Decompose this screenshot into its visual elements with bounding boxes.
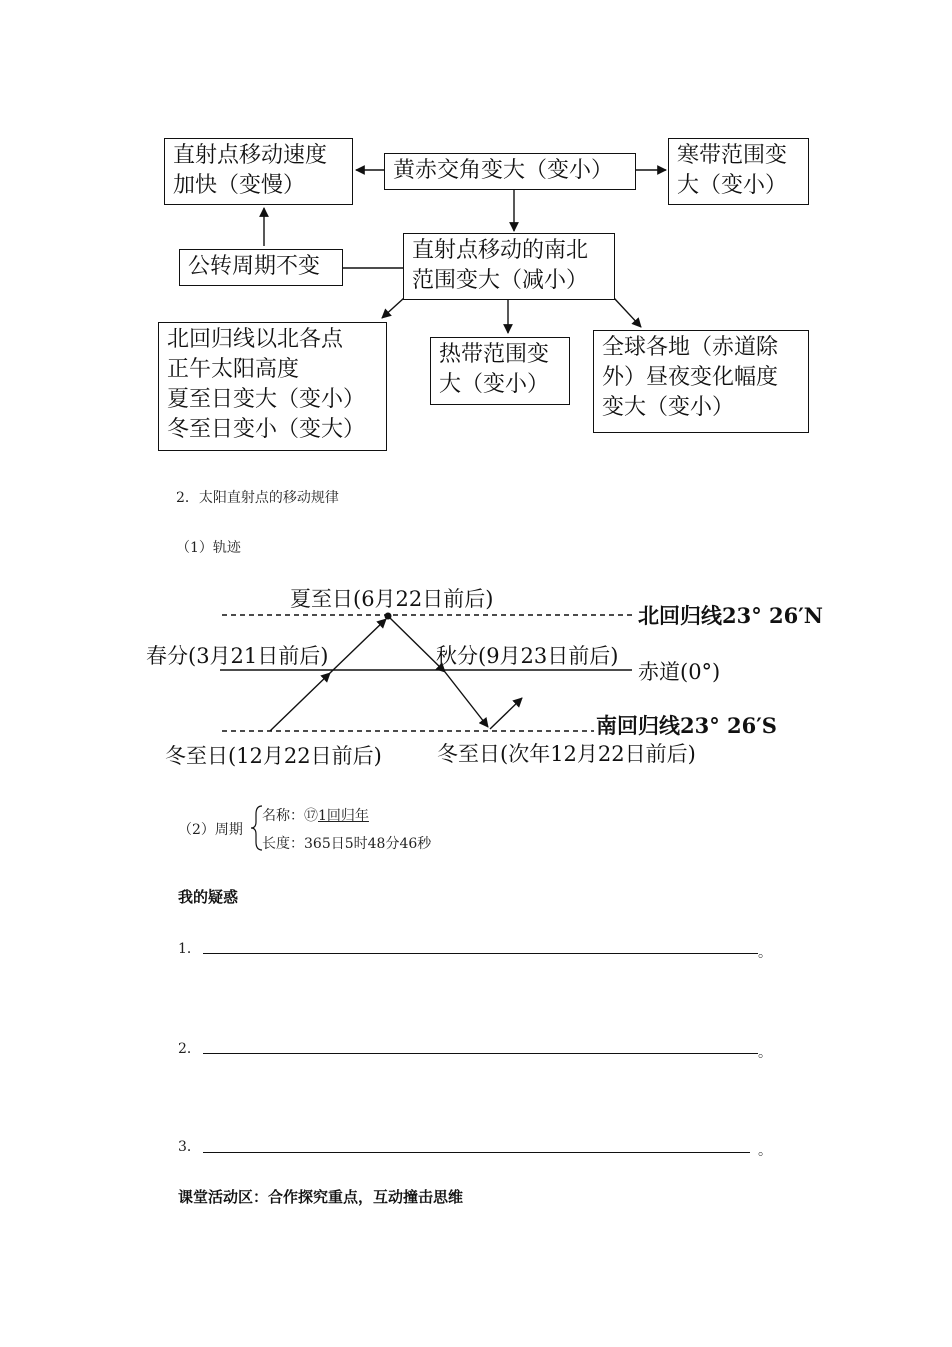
doubt-end-mark-3: 。 — [758, 1143, 772, 1159]
box-frigid-line: 大（变小） — [677, 173, 788, 198]
period-label: （2）周期 — [178, 822, 243, 838]
section2-title: 2．太阳直射点的移动规律 — [176, 490, 339, 506]
box-frigid-line: 寒带范围变 — [677, 143, 788, 168]
label-south-tropic: 南回归线23° 26′S — [596, 713, 777, 738]
label-summer-solstice: 夏至日(6月22日前后) — [290, 587, 494, 611]
label-equator: 赤道(0°) — [638, 660, 721, 684]
doubts-title: 我的疑惑 — [178, 888, 239, 906]
period-name-row — [262, 805, 369, 825]
label-north-tropic: 北回归线23° 26′N — [638, 603, 823, 628]
period-name-value: 1回归年 — [318, 808, 369, 824]
doubt-answer-line-3[interactable] — [203, 1152, 750, 1153]
box-period-line: 公转周期不变 — [188, 254, 321, 279]
doubt-end-mark-2: 。 — [758, 1045, 772, 1061]
doubt-number-1: 1． — [178, 941, 201, 957]
box-noon-line: 正午太阳高度 — [167, 357, 300, 382]
period-length-row — [262, 833, 431, 853]
doubt-answer-line-1[interactable] — [203, 953, 758, 954]
box-speed-line: 加快（变慢） — [173, 173, 306, 198]
box-tropic-line: 大（变小） — [439, 372, 550, 397]
box-range-line: 范围变大（减小） — [412, 268, 589, 293]
box-daynight-line: 外）昼夜变化幅度 — [602, 365, 779, 390]
period-length-value: 365日5时48分46秒 — [304, 836, 432, 852]
box-tropic-line: 热带范围变 — [439, 342, 550, 367]
box-daynight-line: 变大（变小） — [602, 395, 735, 420]
box-noon-line: 夏至日变大（变小） — [167, 387, 366, 412]
box-speed-line: 直射点移动速度 — [173, 143, 328, 168]
box-noon-line: 北回归线以北各点 — [167, 327, 344, 352]
item1-label: （1）轨迹 — [176, 540, 241, 556]
period-name-number: ⑰ — [304, 808, 318, 824]
doubt-number-3: 3． — [178, 1139, 201, 1155]
box-range-line: 直射点移动的南北 — [412, 238, 589, 263]
period-name-label: 名称： — [262, 808, 304, 824]
doubt-end-mark-1: 。 — [758, 945, 772, 961]
label-winter-solstice: 冬至日(12月22日前后) — [165, 744, 382, 768]
box-noon-line: 冬至日变小（变大） — [167, 417, 366, 442]
period-length-label: 长度： — [262, 836, 304, 852]
doubt-number-2: 2． — [178, 1041, 201, 1057]
doubt-answer-line-2[interactable] — [203, 1053, 758, 1054]
classroom-title: 课堂活动区：合作探究重点，互动撞击思维 — [178, 1188, 464, 1206]
box-obliquity-line: 黄赤交角变大（变小） — [393, 158, 614, 183]
label-autumn-equinox: 秋分(9月23日前后) — [436, 644, 619, 668]
box-daynight-line: 全球各地（赤道除 — [602, 335, 779, 360]
label-spring-equinox: 春分(3月21日前后) — [146, 644, 329, 668]
label-winter-solstice-next: 冬至日(次年12月22日前后) — [437, 742, 696, 766]
